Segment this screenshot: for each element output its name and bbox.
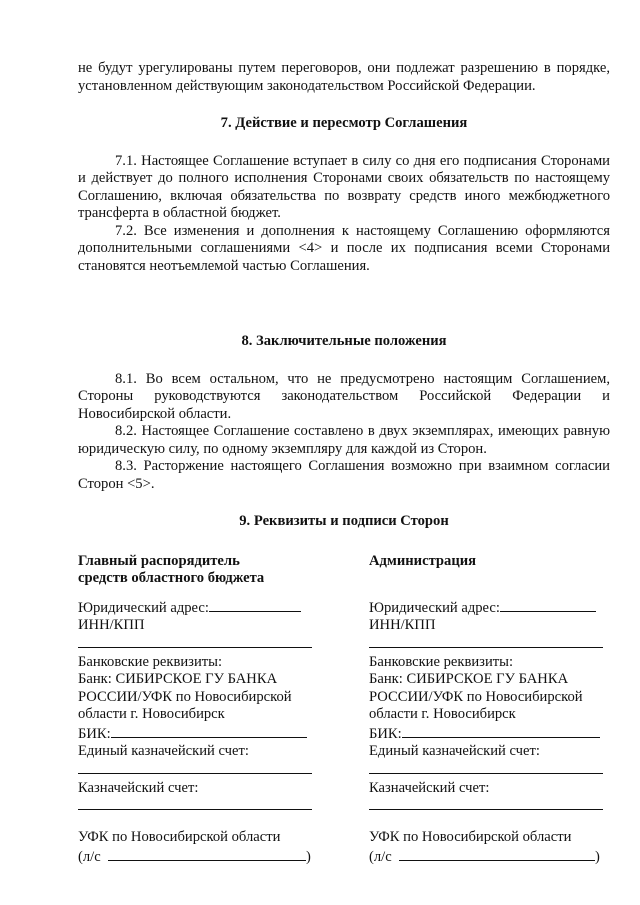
right-inn: ИНН/КПП bbox=[369, 617, 436, 633]
right-bank-details: Банковские реквизиты: bbox=[369, 653, 513, 670]
left-single-account-rule bbox=[78, 761, 312, 774]
right-treasury-account: Казначейский счет: bbox=[369, 779, 490, 796]
right-address-blank bbox=[500, 598, 596, 612]
right-bik-line: БИК: bbox=[369, 724, 605, 744]
right-treasury-rule bbox=[369, 797, 603, 810]
clause-7-2: 7.2. Все изменения и дополнения к настоящему Соглашению оформляются дополнительными соглашениями <4> и после их подписания всеми Сторонами становятся неотъемлемой частью Соглашения. bbox=[78, 222, 610, 274]
left-address-line: Юридический адрес: bbox=[78, 598, 314, 618]
right-single-account: Единый казначейский счет: bbox=[369, 743, 540, 759]
intro-paragraph: не будут урегулированы путем переговоров, они подлежат разрешению в порядке, установленном действующим законодательством Российской Федерации. bbox=[78, 60, 610, 94]
left-bank-details: Банковские реквизиты: bbox=[78, 653, 222, 670]
left-bank-2: РОССИИ/УФК по Новосибирской bbox=[78, 688, 292, 705]
left-ls-blank bbox=[108, 847, 306, 861]
left-ls-line: (л/с ) bbox=[78, 848, 311, 865]
party-right bbox=[369, 553, 605, 867]
clause-8-3: 8.3. Расторжение настоящего Соглашения возможно при взаимном согласии Сторон <5>. bbox=[78, 458, 610, 492]
party-left-head1: Главный распорядитель bbox=[78, 552, 240, 569]
right-ls-blank bbox=[399, 847, 595, 861]
right-ls-line: (л/с ) bbox=[369, 848, 600, 865]
right-ufk: УФК по Новосибирской области bbox=[369, 829, 572, 845]
left-bik-blank bbox=[111, 724, 307, 738]
clause-7-1: 7.1. Настоящее Соглашение вступает в силу со дня его подписания Сторонами и действует до полного исполнения Сторонами своих обязательств по настоящему Соглашению, включая обязательства по возврату средств иного межбюджетного трансферта в областной бюджет. bbox=[78, 152, 610, 221]
right-inn-rule bbox=[369, 635, 603, 648]
signatures-block bbox=[78, 553, 610, 873]
right-single-account-rule bbox=[369, 761, 603, 774]
party-left bbox=[78, 553, 314, 867]
clause-8-1: 8.1. Во всем остальном, что не предусмотрено настоящим Соглашением, Стороны руководствуются законодательством Российской Федерации и Новосибирской области. bbox=[78, 370, 610, 422]
section-7-title: 7. Действие и пересмотр Соглашения bbox=[220, 115, 468, 131]
right-bank-1: Банк: СИБИРСКОЕ ГУ БАНКА bbox=[369, 671, 569, 687]
right-address-line: Юридический адрес: bbox=[369, 598, 605, 618]
party-left-head2: средств областного бюджета bbox=[78, 570, 265, 586]
right-bik-blank bbox=[402, 724, 600, 738]
left-treasury-rule bbox=[78, 797, 312, 810]
right-bank-2: РОССИИ/УФК по Новосибирской bbox=[369, 688, 583, 705]
left-address-blank bbox=[209, 598, 301, 612]
document-page bbox=[78, 60, 610, 873]
left-bank-1: Банк: СИБИРСКОЕ ГУ БАНКА bbox=[78, 671, 278, 687]
left-inn-rule bbox=[78, 635, 312, 648]
left-treasury-account: Казначейский счет: bbox=[78, 779, 199, 796]
clause-8-2: 8.2. Настоящее Соглашение составлено в двух экземплярах, имеющих равную юридическую силу, по одному экземпляру для каждой из Сторон. bbox=[78, 423, 610, 457]
section-8-title: 8. Заключительные положения bbox=[241, 333, 447, 349]
right-bank-3: области г. Новосибирск bbox=[369, 706, 516, 722]
left-inn: ИНН/КПП bbox=[78, 617, 145, 633]
left-ufk: УФК по Новосибирской области bbox=[78, 829, 281, 845]
left-bank-3: области г. Новосибирск bbox=[78, 706, 225, 722]
left-bik-line: БИК: bbox=[78, 724, 314, 744]
party-right-head1: Администрация bbox=[369, 552, 477, 569]
left-single-account: Единый казначейский счет: bbox=[78, 743, 249, 759]
section-9-title: 9. Реквизиты и подписи Сторон bbox=[239, 513, 449, 529]
